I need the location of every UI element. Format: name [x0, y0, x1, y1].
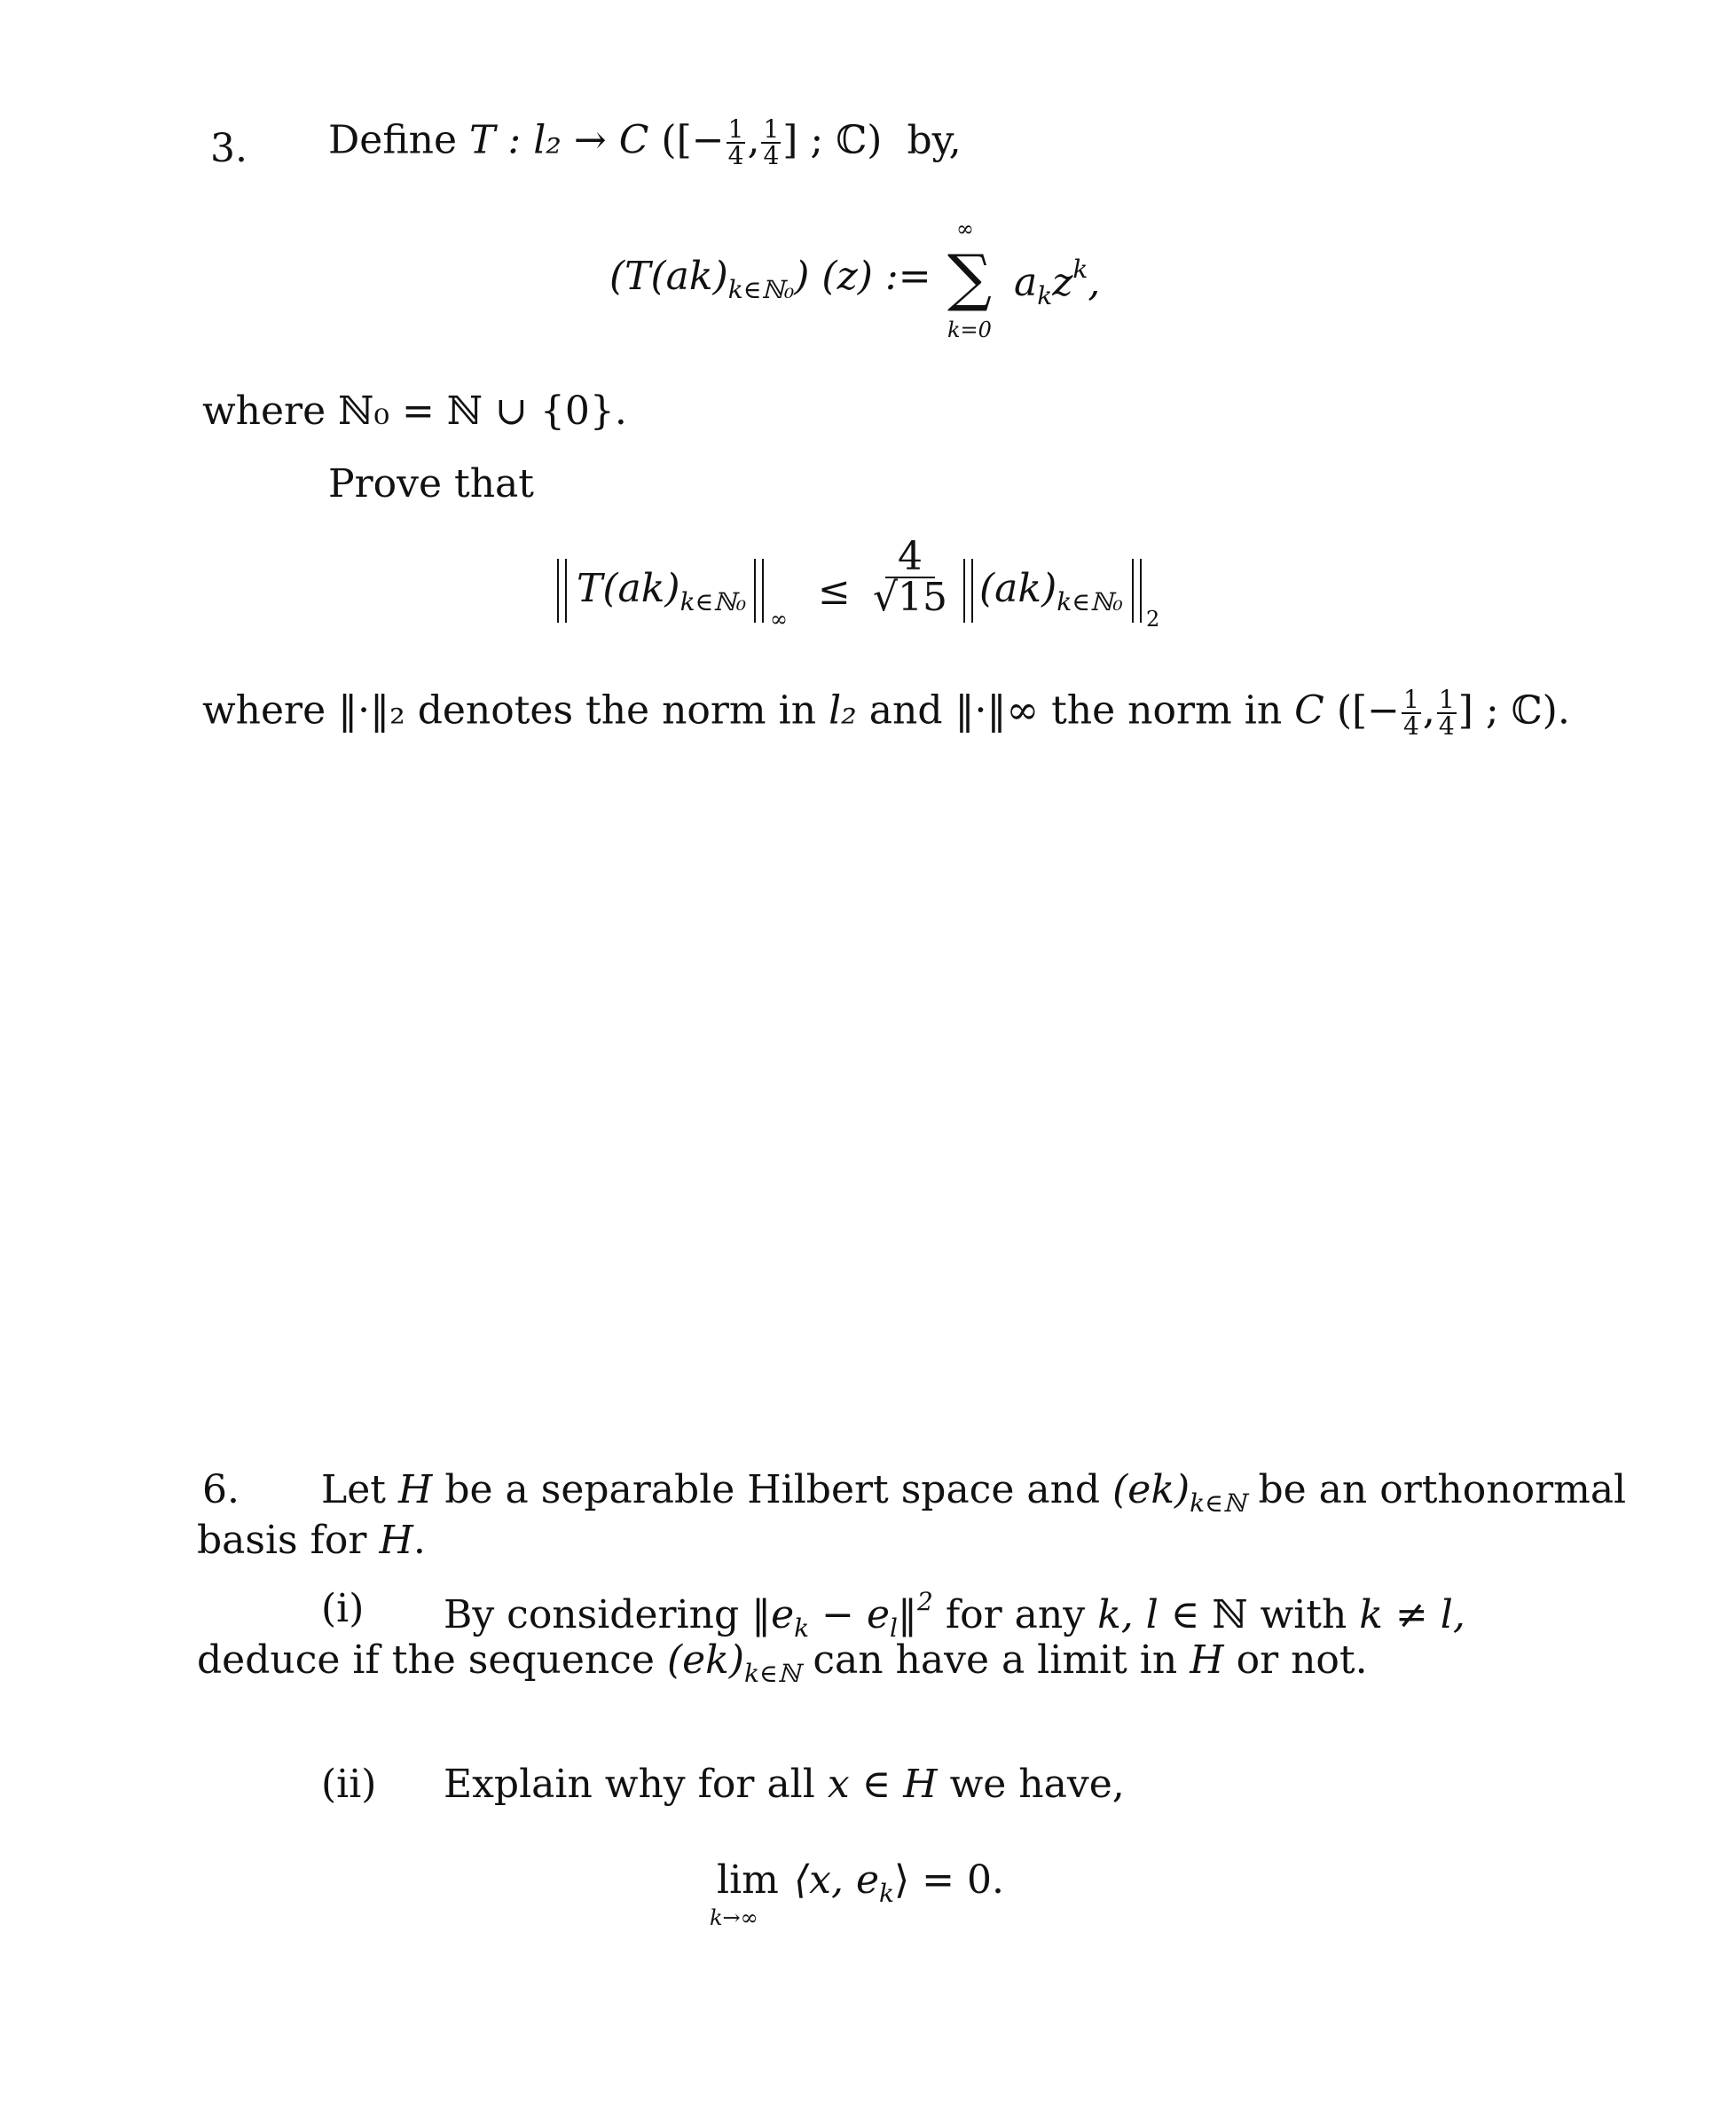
q3-formula-lhs-k: k — [688, 254, 713, 299]
q6-intro-seq-k: k — [1151, 1467, 1174, 1512]
q3-fraction-left — [727, 114, 746, 170]
q3-ineq-lhs-norm-sub: ∞ — [770, 607, 788, 632]
q6-i-norm — [751, 1587, 933, 1643]
q3-where-n0: where ℕ₀ = ℕ ∪ {0}. — [202, 389, 627, 434]
q6-lim-expr-sub: k — [879, 1879, 894, 1908]
q3-norm-bar-2a — [754, 559, 756, 623]
q3-sum-term-sup: k — [1072, 255, 1088, 284]
q3-sum-end: , — [1088, 260, 1101, 305]
q6-ii-H: H — [903, 1762, 938, 1807]
q3-sum-symbol: ∑ — [947, 241, 992, 314]
q3-formula-lhs-close: ) — [712, 254, 728, 299]
q3-where-norms-2: and ‖·‖∞ the norm in — [868, 687, 1283, 734]
q3-formula-lhs-end: ) (z) := — [794, 254, 931, 299]
q3-ineq-rhs-close: ) — [1041, 566, 1057, 611]
q6-intro-line1 — [321, 1467, 1627, 1518]
q6-lim-expr — [794, 1857, 1004, 1908]
q6-i-line2-3: or not. — [1236, 1637, 1368, 1683]
q3-ineq-le: ≤ — [818, 569, 851, 614]
q6-part-i-label: (i) — [321, 1586, 365, 1631]
q3-define-lead: Define — [328, 117, 458, 163]
q3-ineq-fraction — [869, 534, 951, 620]
q6-i-seq: $(ek)_{k\in ℕ}$ — [666, 1637, 801, 1688]
q6-intro-line2-end: . — [412, 1518, 426, 1563]
q6-ii-text-2: we have, — [949, 1762, 1125, 1807]
q6-intro-seq-sub: k∈ℕ — [1190, 1488, 1246, 1518]
q6-lim-expr-end: ⟩ = 0. — [893, 1857, 1004, 1903]
q6-i-line2-1: deduce if the sequence — [197, 1637, 655, 1683]
q3-where-norms-l2: l₂ — [829, 687, 857, 734]
q6-intro-2: be a separable Hilbert space and — [444, 1467, 1101, 1512]
q3-frac-right-den: 4 — [763, 141, 780, 170]
q6-i-line2-H: H — [1190, 1637, 1224, 1683]
q6-i-seq-k: k — [705, 1637, 729, 1683]
q3-sum-term-sub: k — [1037, 281, 1053, 310]
q6-i-norm-close: ‖ — [898, 1592, 917, 1637]
q6-i-seq-e: (e — [666, 1637, 706, 1683]
q3-where-comma: , — [1422, 687, 1435, 734]
q6-lim-sub: k→∞ — [710, 1905, 758, 1930]
q3-sum-term — [1014, 257, 1100, 309]
q6-i-norm-sup: 2 — [917, 1587, 933, 1616]
q6-i-text-3: ∈ ℕ with — [1170, 1592, 1347, 1637]
q3-definition-line — [328, 114, 962, 170]
q3-ineq-lhs-text: T(a — [577, 566, 641, 611]
q3-formula-lhs-text: (T(a — [609, 254, 689, 299]
q6-intro-seq: $(ek)_{k\in ℕ}$ — [1112, 1467, 1246, 1518]
q3-ineq-rhs — [979, 566, 1123, 616]
q3-formula-lhs-sub: k∈ℕ₀ — [727, 275, 795, 304]
q3-where-frac-right-den: 4 — [1438, 711, 1455, 741]
q3-norm-bar-4b — [1140, 559, 1142, 623]
q3-where-interval-open: ([− — [1336, 687, 1401, 734]
q6-lim: lim — [717, 1857, 779, 1903]
q6-intro-line2-text: basis for — [197, 1518, 367, 1563]
q3-ineq-lhs — [577, 566, 747, 616]
q6-i-norm-sub2: l — [890, 1613, 898, 1643]
q6-part-i-line1 — [444, 1587, 1465, 1643]
q6-i-norm-sub1: k — [794, 1613, 810, 1643]
q6-i-line2-2: can have a limit in — [813, 1637, 1178, 1683]
q3-frac-left-den: 4 — [727, 141, 744, 170]
q3-by: by, — [907, 117, 962, 163]
q6-number: 6. — [202, 1467, 240, 1512]
q3-ineq-lhs-sub: k∈ℕ₀ — [679, 587, 747, 616]
q3-norm-bar-1a — [557, 559, 559, 623]
q6-i-seq-sub: k∈ℕ — [744, 1659, 801, 1688]
q3-interval-comma: , — [747, 117, 760, 163]
q6-i-norm-mid: − e — [809, 1592, 891, 1637]
q6-intro-seq-e: (e — [1112, 1467, 1151, 1512]
q6-i-kl: k, l — [1097, 1592, 1159, 1637]
q6-intro-H: H — [397, 1467, 433, 1512]
q6-ii-text-1: Explain why for all — [444, 1762, 815, 1807]
q3-sum-upper: ∞ — [956, 216, 974, 241]
q3-norm-bar-2b — [762, 559, 764, 623]
q6-i-text-1: By considering — [444, 1592, 740, 1637]
q3-where-norms-C: C — [1294, 687, 1324, 734]
q6-part-i-line2 — [197, 1637, 1368, 1688]
q6-part-ii-label: (ii) — [321, 1762, 377, 1807]
q3-norm-bar-3b — [971, 559, 973, 623]
q3-ineq-rhs-sub: k∈ℕ₀ — [1057, 587, 1123, 616]
q3-where-norms-1: where ‖·‖₂ denotes the norm in — [202, 687, 817, 734]
q3-norm-bar-1b — [565, 559, 567, 623]
q3-ineq-rhs-text: (a — [979, 566, 1018, 611]
q3-norm-bar-3a — [963, 559, 965, 623]
q3-fraction-right — [761, 114, 781, 170]
q3-where-frac-left-num: 1 — [1403, 685, 1419, 714]
q3-where-frac-left-den: 4 — [1403, 711, 1419, 741]
q3-interval-open: ([− — [661, 117, 725, 163]
q6-intro-line2 — [197, 1518, 426, 1563]
q3-ineq-frac — [871, 534, 949, 620]
q3-where-frac-left — [1402, 687, 1421, 739]
q3-sum-term-z: z — [1052, 260, 1073, 305]
q6-part-ii-line1 — [444, 1762, 1125, 1807]
q3-ineq-lhs-close: ) — [664, 566, 680, 611]
q6-ii-x: x — [827, 1762, 850, 1807]
q6-i-text-2: for any — [945, 1592, 1086, 1637]
q3-ineq-rhs-norm-sub: 2 — [1146, 607, 1160, 632]
q6-ii-in: ∈ — [861, 1762, 892, 1807]
q3-ineq-lhs-k: k — [640, 566, 665, 611]
q3-ineq-rhs-k: k — [1017, 566, 1042, 611]
q6-intro-line2-H: H — [379, 1518, 413, 1563]
q6-i-norm-open: ‖e — [751, 1592, 795, 1637]
q3-number: 3. — [210, 126, 247, 171]
q3-frac-right-num: 1 — [763, 114, 780, 144]
q3-sum-term-a: a — [1014, 260, 1038, 305]
q3-sum-lower: k=0 — [947, 318, 992, 342]
q6-intro-3: be an orthonormal — [1258, 1467, 1627, 1512]
q3-prove-that: Prove that — [328, 461, 534, 506]
q3-define-map: T : l₂ → C — [469, 117, 649, 163]
q3-formula-lhs — [609, 254, 931, 304]
q3-ineq-frac-den: √15 — [873, 575, 948, 620]
q3-norm-bar-4a — [1132, 559, 1134, 623]
q3-where-interval-close: ] ; ℂ) — [1457, 687, 1558, 734]
q6-lim-expr-text: ⟨x, e — [794, 1857, 879, 1903]
q3-frac-left-num: 1 — [727, 114, 744, 144]
q3-where-frac-right-num: 1 — [1438, 685, 1455, 714]
q3-where-frac-right — [1437, 687, 1457, 739]
q3-ineq-frac-num: 4 — [885, 538, 935, 578]
q3-where-norms-end: . — [1557, 687, 1570, 734]
q3-where-norms — [202, 687, 1570, 739]
q6-intro-1: Let — [321, 1467, 386, 1512]
q3-interval-close: ] ; ℂ) — [782, 117, 883, 163]
q6-i-kneql: k ≠ l, — [1359, 1592, 1465, 1637]
